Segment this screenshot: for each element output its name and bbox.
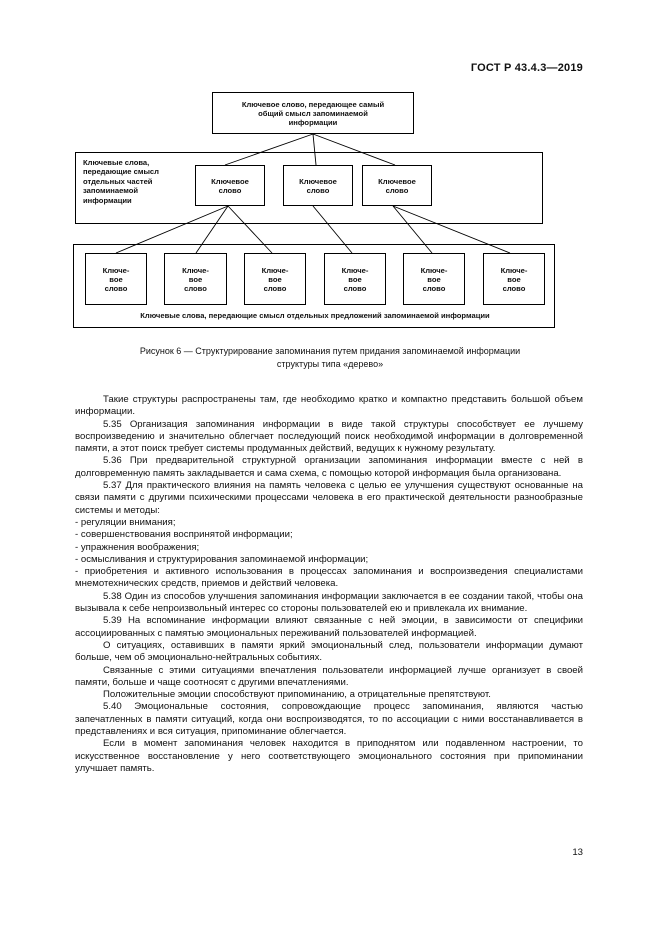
list-item: - приобретения и активного использования в процессах запоминания и воспроизведения специалистами мнемотехнических средств, приемов и действий человека.	[75, 566, 583, 590]
level3-box-6: Ключе- вое слово	[483, 253, 545, 305]
paragraph: Связанные с этими ситуациями впечатления пользователи информацией лучше организует в своей памяти, больше и чаще соотносят с другими впечатлениями.	[75, 664, 583, 688]
paragraph: 5.39 На вспоминание информации влияют связанные с ней эмоции, в зависимости от специфики ассоциированных с памятью эмоциональных переживаний пользователей информацией.	[75, 615, 583, 639]
level2-box-1: Ключевое слово	[195, 165, 265, 206]
figure-caption	[80, 345, 580, 370]
level3-box-4: Ключе- вое слово	[324, 253, 386, 305]
top-keyword-box: Ключевое слово, передающее самый общий смысл запоминаемой информации	[212, 92, 414, 134]
list-item: - совершенствования воспринятой информации;	[75, 529, 293, 541]
level3-box-2: Ключе- вое слово	[164, 253, 227, 305]
paragraph: Если в момент запоминания человек находится в приподнятом или подавленном настроении, то искусственное восстановление у него соответствующего эмоционального состояния при припоминании улучшает память.	[75, 738, 583, 774]
paragraph: О ситуациях, оставивших в памяти яркий эмоциональный след, пользователи информации думают больше, чем об эмоционально-нейтральных событиях.	[75, 639, 583, 664]
caption-line-2: структуры типа «дерево»	[276, 358, 384, 369]
caption-line-1: Рисунок 6 — Структурирование запоминания путем придания запоминаемой информации	[139, 346, 521, 356]
paragraph: 5.36 При предварительной структурной организации запоминания информации вместе с ней в долговременную память закладывается и сама схема, с помощью которой информация была организована.	[75, 455, 583, 479]
paragraph: 5.37 Для практического влияния на память человека с целью ее улучшения существуют основанные на связи памяти с другими психическими процессами человека в его практической деятельности разнообразные системы и методы:	[75, 480, 583, 516]
list-item: - регуляции внимания;	[75, 516, 176, 528]
level3-box-5: Ключе- вое слово	[403, 253, 465, 305]
document-header: ГОСТ Р 43.4.3—2019	[470, 62, 583, 74]
page-number: 13	[572, 847, 583, 858]
paragraph: Такие структуры распространены там, где необходимо кратко и компактно представить большой объем информации.	[75, 394, 583, 418]
level2-box-2: Ключевое слово	[283, 165, 353, 206]
paragraph: 5.35 Организация запоминания информации в виде такой структуры способствует ее лучшему воспроизведению и значительно облегчает последующий поиск необходимой информации в долговременной памяти, а этот поиск требует системы продуманных действий, ведущих к нужному результату.	[75, 418, 583, 455]
level3-box-1: Ключе- вое слово	[85, 253, 147, 305]
list-item: - осмысливания и структурирования запоминаемой информации;	[75, 553, 369, 565]
level3-box-3: Ключе- вое слово	[244, 253, 306, 305]
level3-label: Ключевые слова, передающие смысл отдельных предложений запоминаемой информации	[140, 311, 490, 320]
paragraph: 5.40 Эмоциональные состояния, сопровождающие процесс запоминания, являются частью запечатленных в памяти ситуаций, когда они воспроизводятся, то по ассоциации с ними восстанавливается в представлениях и вся ситуация, припоминание облегчается.	[75, 701, 583, 738]
paragraph: 5.38 Один из способов улучшения запоминания информации заключается в ее создании такой, чтобы она вызывала к себе непроизвольный интерес со стороны пользователей ею и привлекала их внимание.	[75, 590, 583, 615]
list-item: - упражнения воображения;	[75, 541, 200, 553]
paragraph: Положительные эмоции способствуют припоминанию, а отрицательные препятствуют.	[103, 689, 491, 701]
body-text	[75, 394, 583, 775]
level2-box-3: Ключевое слово	[362, 165, 432, 206]
tree-diagram	[0, 0, 661, 340]
level2-label: Ключевые слова, передающие смысл отдельных частей запоминаемой информации	[83, 158, 159, 205]
